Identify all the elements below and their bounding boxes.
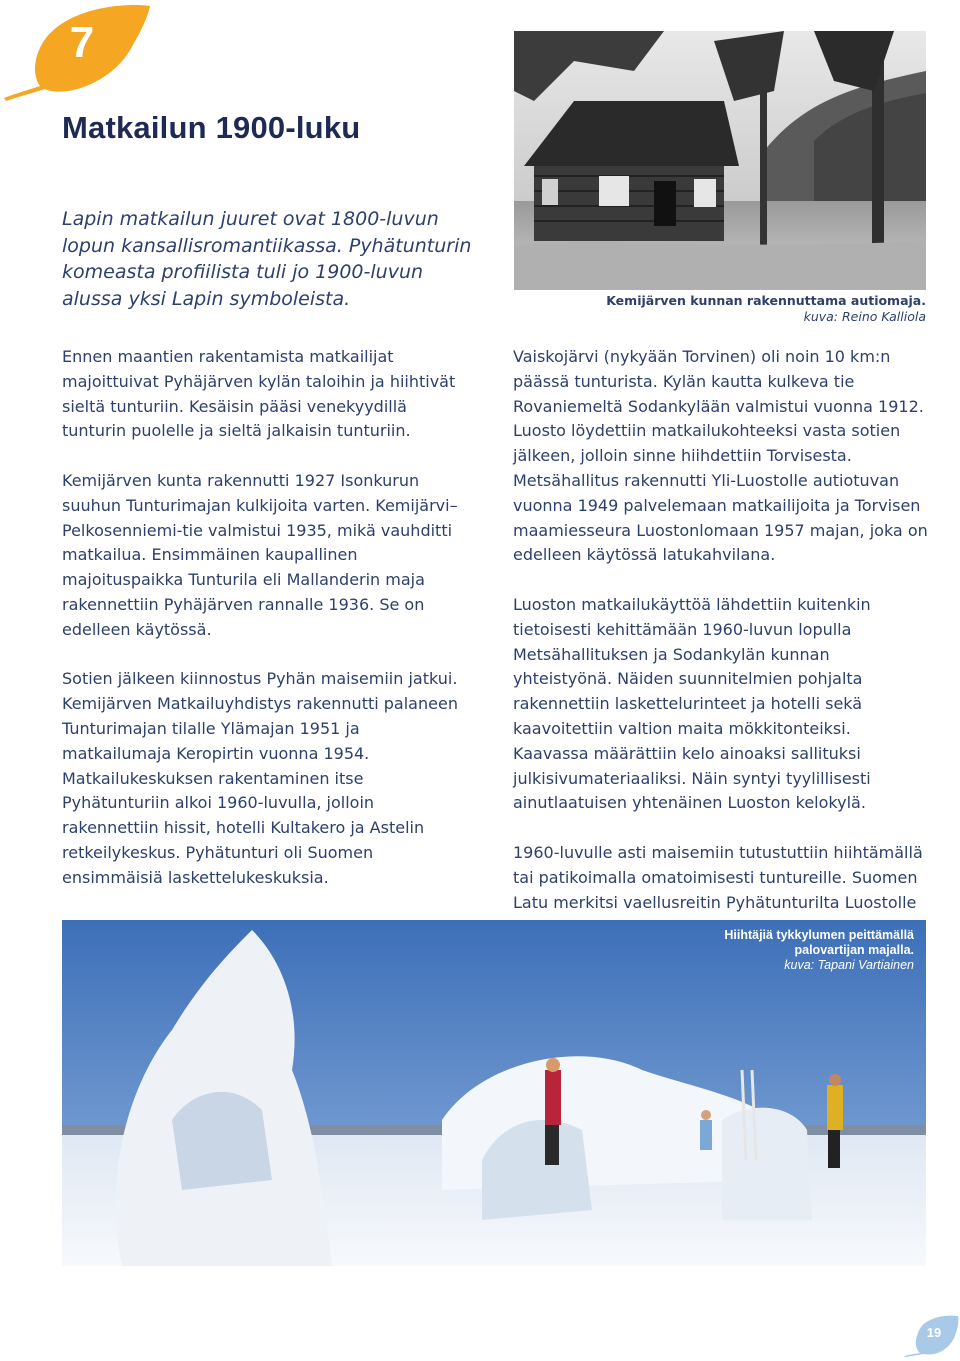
body-paragraph: Vaiskojärvi (nykyään Torvinen) oli noin 10 km:n päässä tunturista. Kylän kautta kulkeva tie Rovaniemeltä Sodankylään valmistui vuonna 1912. Luosto löydettiin matkailukohteeksi vasta sotien jälkeen, jolloin sinne hiihdettiin Torvisesta. Metsähallitus rakennutti Yli-Luostolle autiotuvan vuonna 1949 palvelemaan matkailijoita ja Torvisen maamiesseura Luostonlomaan 1957 majan, joka on edelleen käytössä latukahvilana.	[513, 347, 928, 565]
caption-credit: kuva: Reino Kalliola	[803, 309, 926, 324]
body-paragraph: Sotien jälkeen kiinnostus Pyhän maisemiin jatkui. Kemijärven Matkailuyhdistys rakennutti palaneen Tunturimajan tilalle Ylämajan 1951 ja matkailumaja Keropirtin vuonna 1954. Matkailukeskuksen rakentaminen itse Pyhätunturiin alkoi 1960-luvulla, jolloin rakennettiin hissit, hotelli Kultakero ja Astelin retkeilykeskus. Pyhätunturi oli Suomen ensimmäisiä laskettelukeskuksia.	[62, 669, 458, 887]
page-title: Matkailun 1900-luku	[62, 110, 361, 145]
chapter-number: 7	[69, 18, 95, 67]
body-paragraph: Kemijärven kunta rakennutti 1927 Isonkurun suuhun Tunturimajan kulkijoita varten. Kemijärvi–Pelkosenniemi-tie valmistui 1935, mikä vauhditti matkailua. Ensimmäinen kaupallinen majoituspaikka Tunturila eli Mallanderin maja rakennettiin Pyhäjärven rannalle 1936. Se on edelleen käytössä.	[62, 470, 458, 639]
body-paragraph: 1960-luvulle asti maisemiin tutustuttiin hiihtämällä tai patikoimalla omatoimisesti tuntureille. Suomen Latu merkitsi vaellusreitin Pyhätunturilta Luostolle	[513, 842, 923, 912]
snow-hut-photo-caption	[724, 928, 914, 973]
cabin-photo-image	[514, 31, 926, 290]
cabin-photo	[514, 31, 926, 290]
cabin-photo-caption	[514, 293, 926, 325]
body-paragraph: Luoston matkailukäyttöä lähdettiin kuitenkin tietoisesti kehittämään 1960-luvun lopulla Metsähallituksen ja Sodankylän kunnan yhteistyönä. Näiden suunnitelmien pohjalta rakennettiin laskettelurinteet ja hotelli sekä kaavoitettiin valtion maita mökkitonteiksi. Kaavassa määrättiin kelo ainoaksi sallituksi julkisivumateriaaliksi. Näin syntyi tyylillisesti ainutlaatuisen yhtenäinen Luoston kelokylä.	[513, 594, 871, 813]
right-column	[513, 345, 928, 940]
caption-credit: kuva: Tapani Vartiainen	[784, 958, 914, 972]
lead-paragraph: Lapin matkailun juuret ovat 1800-luvun lopun kansallisromantiikassa. Pyhätunturin komeasta profiilista tuli jo 1900-luvun alussa yksi Lapin symboleista.	[62, 208, 472, 310]
snow-hut-photo	[62, 920, 926, 1266]
page-number: 19	[926, 1325, 942, 1340]
body-paragraph: Ennen maantien rakentamista matkailijat majoittuivat Pyhäjärven kylän taloihin ja hiihtivät sieltä tunturiin. Kesäisin pääsi venekyydillä tunturin puolelle ja sieltä jalkaisin tunturiin.	[62, 347, 456, 441]
caption-text: Kemijärven kunnan rakennuttama autiomaja.	[606, 293, 926, 308]
left-column	[62, 345, 472, 965]
caption-text: Hiihtäjiä tykkylumen peittämällä palovartijan majalla.	[724, 928, 914, 957]
